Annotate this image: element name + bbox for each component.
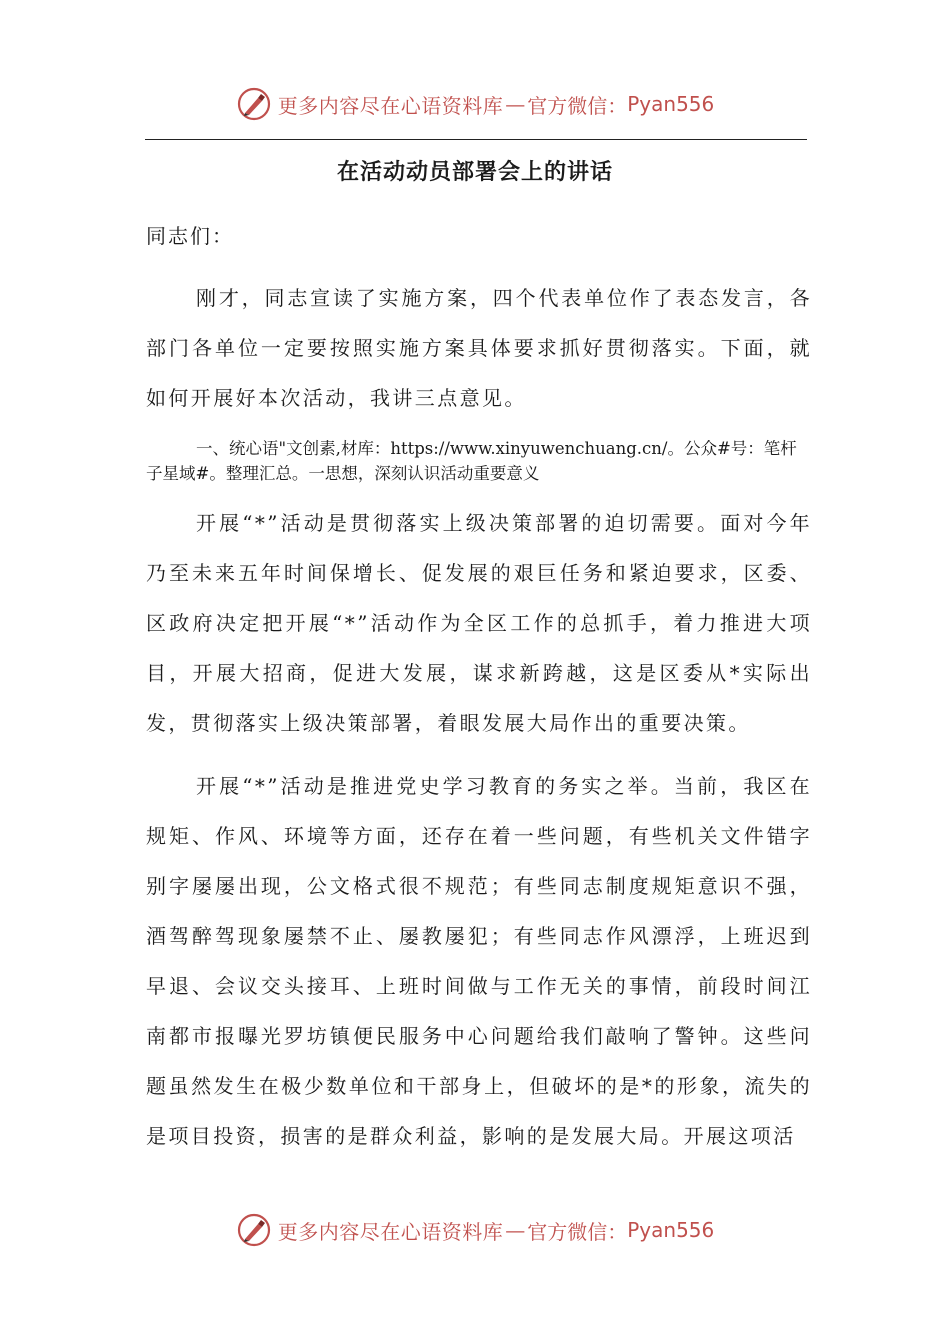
salutation: 同志们： xyxy=(146,224,234,248)
document-title: 在活动动员部署会上的讲话 xyxy=(336,160,613,185)
footer-watermark xyxy=(0,1210,950,1250)
watermark-text: 更多内容尽在心语资料库 xyxy=(277,1219,504,1244)
watermark-wechat-id: Pyan556 xyxy=(627,1218,715,1242)
paragraph-intro: 刚才，同志宣读了实施方案，四个代表单位作了表态发言，各部门各单位一定要按照实施方案具体要求抓好贯彻落实。下面，就如何开展好本次活动，我讲三点意见。 xyxy=(146,286,812,410)
paragraph-body-1: 开展“*”活动是贯彻落实上级决策部署的迫切需要。面对今年乃至未来五年时间保增长、促发展的艰巨任务和紧迫要求，区委、区政府决定把开展“*”活动作为全区工作的总抓手，着力推进大项目，开展大招商，促进大发展，谋求新跨越，这是区委从*实际出发，贯彻落实上级决策部署，着眼发展大局作出的重要决策。 xyxy=(146,511,812,735)
watermark-separator: — xyxy=(505,92,526,116)
header-watermark xyxy=(0,84,950,124)
watermark-text: 更多内容尽在心语资料库 xyxy=(277,93,504,118)
section-heading: 一、统心语"文创素,材库：https://www.xinyuwenchuang.cn/。公众#号：笔杆子星域#。整理汇总。一思想，深刻认识活动重要意义 xyxy=(146,439,797,483)
watermark-wechat-id: Pyan556 xyxy=(627,92,715,116)
watermark-label: 官方微信： xyxy=(527,1219,628,1244)
header-divider xyxy=(145,139,807,140)
pen-logo-icon xyxy=(236,1212,272,1248)
watermark-label: 官方微信： xyxy=(527,93,628,118)
watermark-separator: — xyxy=(505,1218,526,1242)
pen-logo-icon xyxy=(236,86,272,122)
paragraph-body-2: 开展“*”活动是推进党史学习教育的务实之举。当前，我区在规矩、作风、环境等方面，还存在着一些问题，有些机关文件错字别字屡屡出现，公文格式很不规范；有些同志制度规矩意识不强，酒驾醉驾现象屡禁不止、屡教屡犯；有些同志作风漂浮，上班迟到早退、会议交头接耳、上班时间做与工作无关的事情，前段时间江南都市报曝光罗坊镇便民服务中心问题给我们敲响了警钟。这些问题虽然发生在极少数单位和干部身上，但破坏的是*的形象，流失的是项目投资，损害的是群众利益，影响的是发展大局。开展这项活 xyxy=(146,774,812,1148)
